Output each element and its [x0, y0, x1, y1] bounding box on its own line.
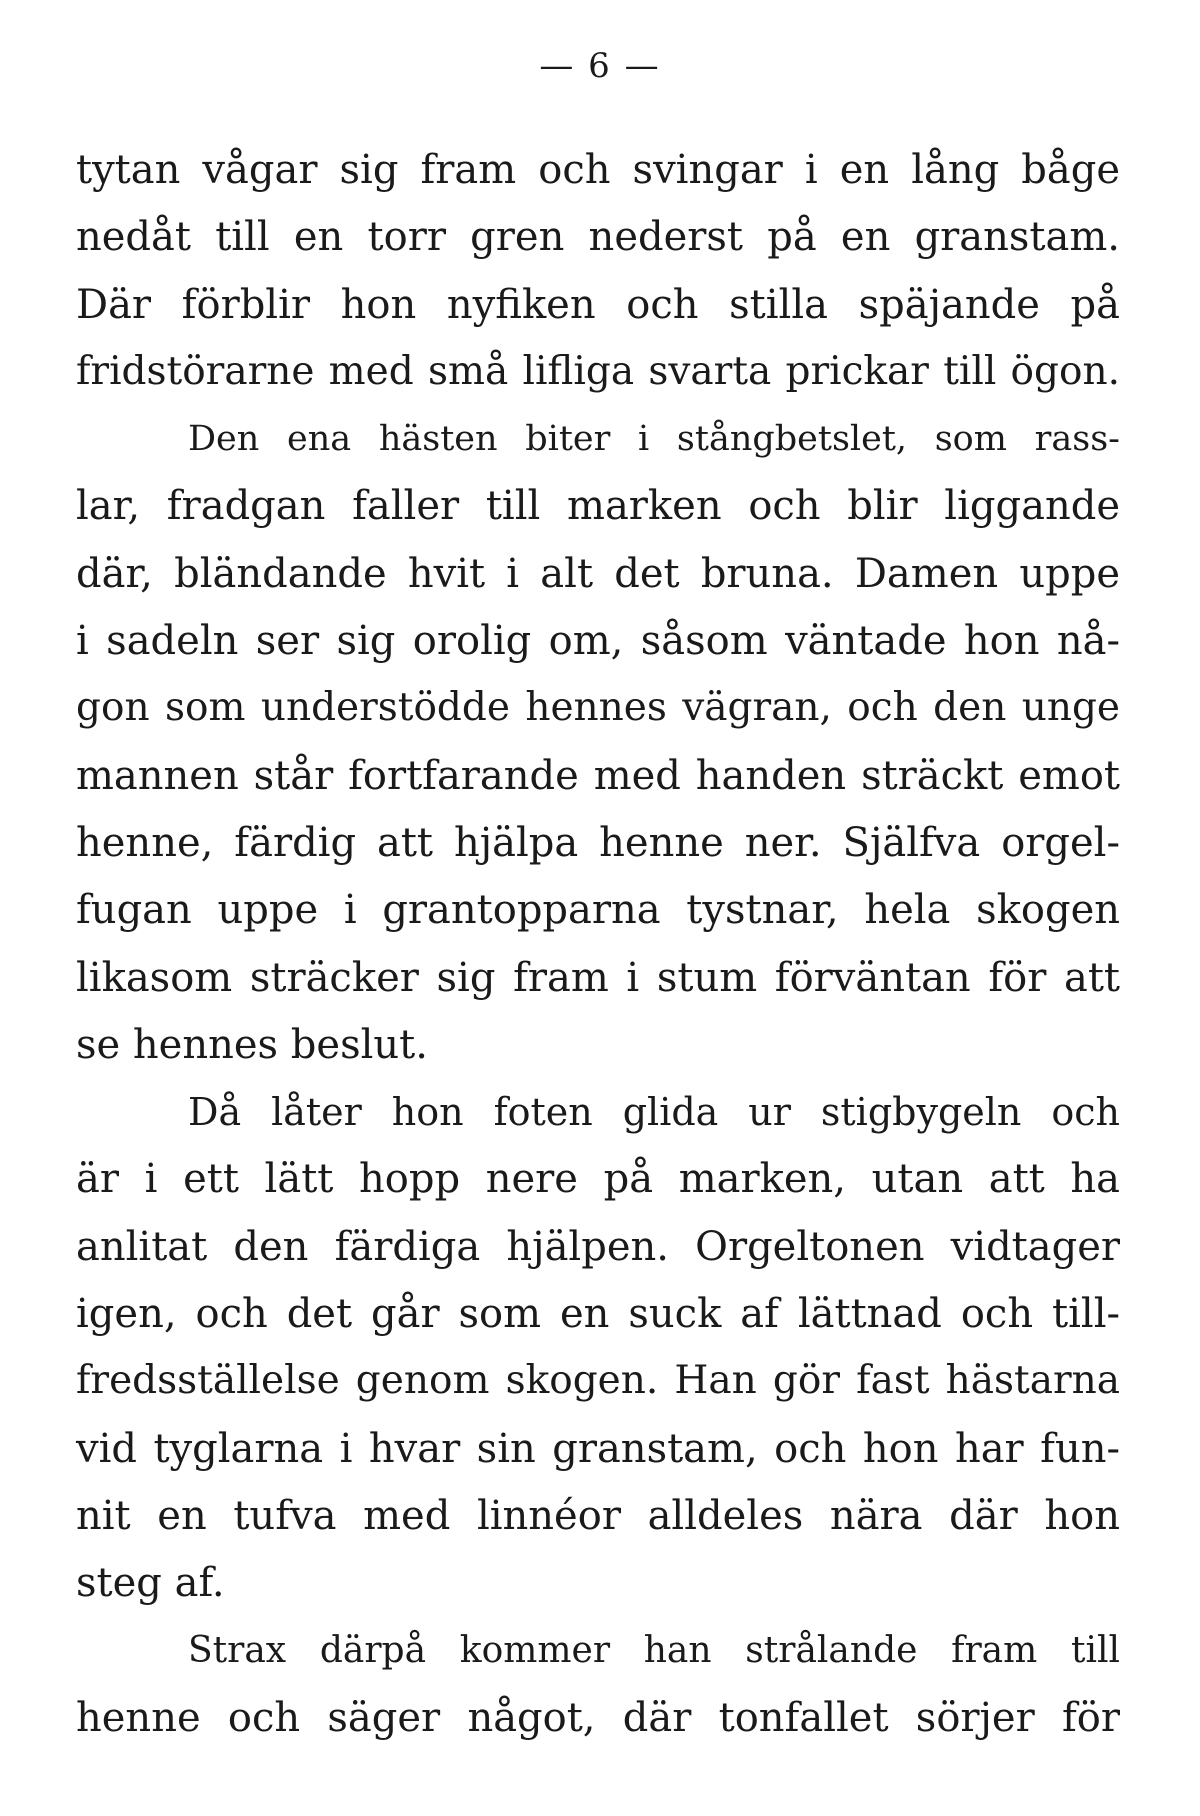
paragraph — [76, 1621, 1120, 1756]
paragraph — [76, 140, 1120, 409]
paragraph — [76, 1082, 1120, 1620]
text-line: igen, och det går som en suck af lättnad och till- — [76, 1291, 1120, 1338]
text-line: likasom sträcker sig fram i stum förväntan för att — [76, 954, 1120, 1001]
text-line: fugan uppe i grantopparna tystnar, hela skogen — [76, 887, 1120, 934]
text-line: vid tyglarna i hvar sin granstam, och hon har fun- — [76, 1425, 1120, 1472]
text-line: tytan vågar sig fram och svingar i en lång båge — [76, 147, 1120, 193]
text-line: i sadeln ser sig orolig om, såsom väntade hon nå- — [76, 618, 1120, 665]
text-line: fridstörarne med små lifliga svarta prickar till ögon. — [76, 348, 1120, 394]
text-line: henne, färdig att hjälpa henne ner. Själfva orgel- — [76, 819, 1120, 866]
text-line: Där förblir hon nyfiken och stilla späjande på — [76, 281, 1120, 328]
text-line: henne och säger något, där tonfallet sörjer för — [76, 1694, 1120, 1741]
body-text — [76, 140, 1120, 1755]
text-line: nit en tufva med linnéor alldeles nära där hon — [76, 1492, 1120, 1539]
text-line: är i ett lätt hopp nere på marken, utan att ha — [76, 1156, 1120, 1203]
text-line: se hennes beslut. — [76, 1021, 428, 1068]
text-line: där, bländande hvit i alt det bruna. Damen uppe — [76, 550, 1120, 597]
text-line: steg af. — [76, 1560, 225, 1607]
text-line: Den ena hästen biter i stångbetslet, som rass- — [188, 419, 1120, 460]
text-line: Då låter hon foten glida ur stigbygeln och — [188, 1090, 1120, 1135]
text-line: lar, fradgan faller till marken och blir liggande — [76, 483, 1120, 530]
text-line: anlitat den färdiga hjälpen. Orgeltonen vidtager — [76, 1223, 1120, 1270]
page-number: — 6 — — [539, 46, 661, 86]
text-line: fredsställelse genom skogen. Han gör fast hästarna — [76, 1358, 1120, 1404]
text-line: Strax därpå kommer han strålande fram till — [188, 1629, 1120, 1671]
paragraph — [76, 409, 1120, 1082]
text-line: nedåt till en torr gren nederst på en granstam. — [76, 214, 1120, 261]
text-line: gon som understödde hennes vägran, och den unge — [76, 685, 1120, 731]
text-line: mannen står fortfarande med handen sträckt emot — [76, 752, 1120, 799]
